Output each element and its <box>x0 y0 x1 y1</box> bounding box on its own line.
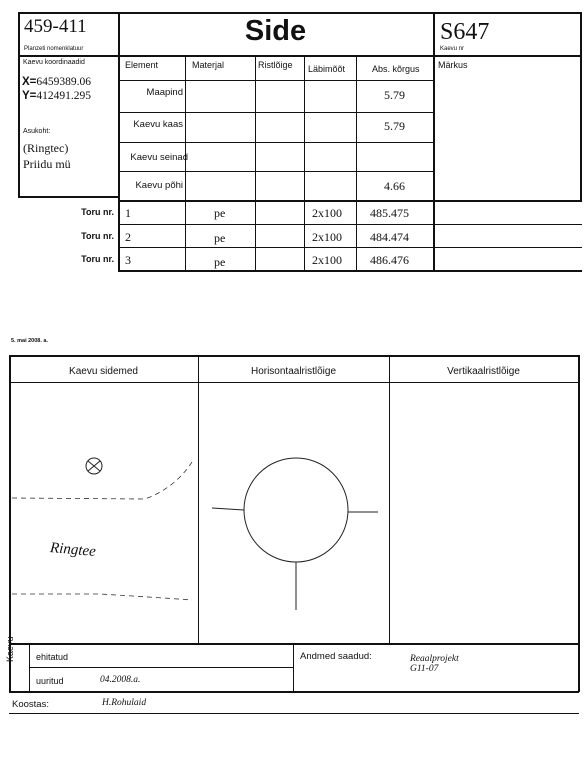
row-abs-3: 4.66 <box>384 179 405 193</box>
well-number: S647 <box>440 19 490 45</box>
header-diameter: Läbimõõt <box>308 64 346 74</box>
x-label: X= <box>22 76 37 88</box>
location-line1: (Ringtec) <box>23 141 69 155</box>
footer-row-line <box>29 667 293 668</box>
row-element-2: Kaevu seinad <box>130 152 188 163</box>
pipe-label-1: Toru nr. <box>81 231 114 241</box>
header-material: Materjal <box>192 60 225 70</box>
header-remarks: Märkus <box>438 60 468 70</box>
footer-mid-divider <box>293 644 294 692</box>
data-source-label: Andmed saadud: <box>300 651 372 662</box>
header-crosssection: Ristlõige <box>258 60 293 70</box>
surveyed-label: uuritud <box>36 676 64 686</box>
date-stamp: 5. mai 2008. a. <box>11 338 48 344</box>
pipe-no-1: 2 <box>125 230 131 244</box>
row-abs-0: 5.79 <box>384 88 405 102</box>
pipe-diameter-2: 2x100 <box>312 253 342 267</box>
row-element-0: Maapind <box>146 87 183 98</box>
pipe-diameter-1: 2x100 <box>312 230 342 244</box>
road-edge-lower <box>12 594 192 600</box>
location-label: Asukoht: <box>23 128 51 135</box>
sketch-header-horizontal: Horisontaalristlõige <box>250 366 337 377</box>
nomenclature-label: Planzeti nomenklatuur <box>24 46 84 52</box>
header-abs-height: Abs. kõrgus <box>372 64 420 74</box>
pipe-label-0: Toru nr. <box>81 207 114 217</box>
data-source-value1: Reaalprojekt <box>410 654 459 664</box>
built-label: ehitatud <box>36 652 69 662</box>
y-label: Y= <box>22 90 37 102</box>
data-source-value2: G11-07 <box>410 664 439 674</box>
pipe-abs-0: 485.475 <box>370 206 409 220</box>
x-value: 6459389.06 <box>36 76 92 88</box>
footer-right <box>578 644 580 692</box>
location-line2: Priidu mü <box>23 157 71 171</box>
pipe-label-2: Toru nr. <box>81 254 114 264</box>
row-element-1: Kaevu kaas <box>133 119 183 130</box>
compiled-label: Koostas: <box>12 699 49 710</box>
footer-side-label: Kaevu <box>5 636 15 662</box>
road-label: Ringtee <box>49 540 97 560</box>
compiled-line <box>9 713 579 714</box>
pipe-abs-2: 486.476 <box>370 253 409 267</box>
pipe-material-0: pe <box>214 206 226 220</box>
y-value: 412491.295 <box>36 90 92 102</box>
pipe-abs-1: 484.474 <box>370 230 409 244</box>
sketch-header-links: Kaevu sidemed <box>69 366 138 377</box>
row-element-3: Kaevu põhi <box>135 180 183 191</box>
pipe-no-0: 1 <box>125 206 131 220</box>
row-abs-1: 5.79 <box>384 119 405 133</box>
pipe-diameter-0: 2x100 <box>312 206 342 220</box>
pipe-no-2: 3 <box>125 253 131 267</box>
nomenclature-value: 459-411 <box>24 16 87 37</box>
footer-bottom <box>9 691 579 693</box>
sketch-header-vertical: Vertikaalristlõige <box>447 366 520 377</box>
coord-label: Kaevu koordinaadid <box>23 59 85 66</box>
horizontal-section <box>212 458 378 610</box>
compiled-value: H.Rohulaid <box>102 698 147 708</box>
header-element: Element <box>125 60 159 70</box>
pipe-material-2: pe <box>214 255 226 269</box>
footer-side-divider <box>29 644 30 692</box>
well-symbol-icon <box>86 458 102 474</box>
page-title: Side <box>244 15 307 47</box>
pipe-material-1: pe <box>214 231 226 245</box>
surveyed-value: 04.2008.a. <box>100 675 141 685</box>
well-number-label: Kaevu nr <box>440 46 465 52</box>
